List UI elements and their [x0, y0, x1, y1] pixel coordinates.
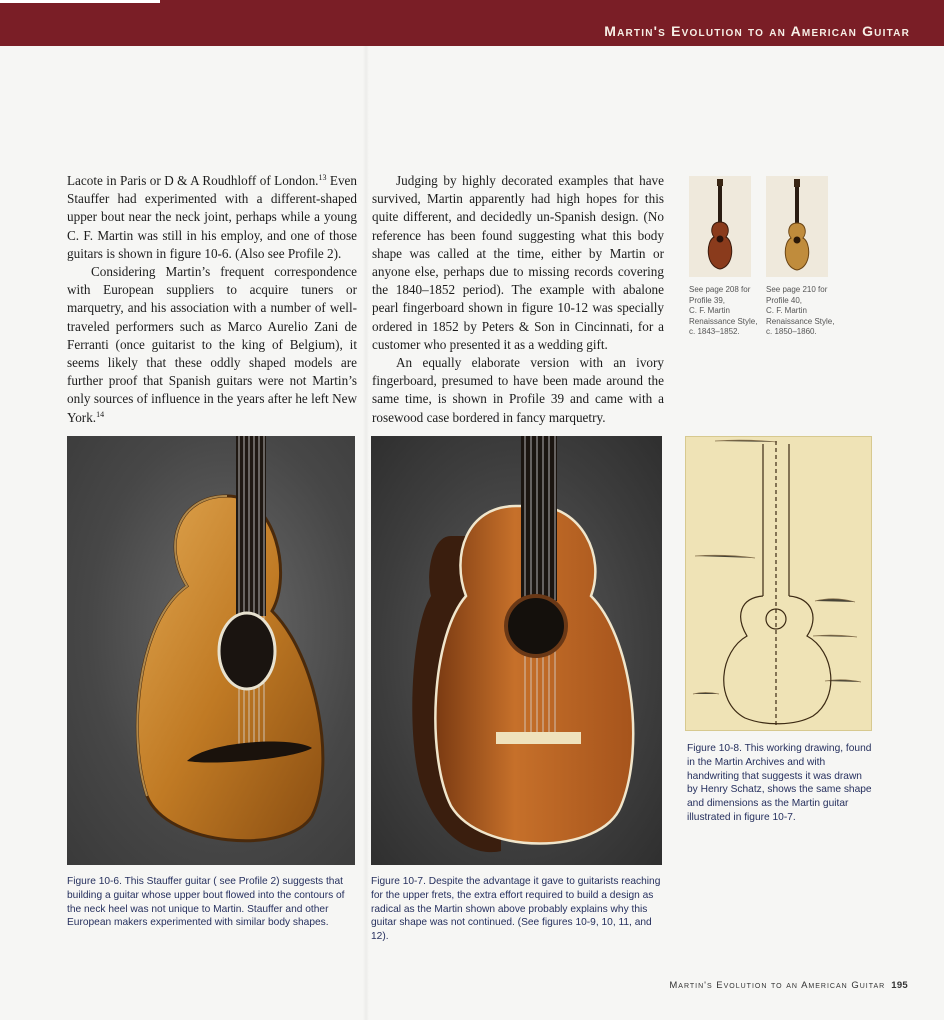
- figure-10-7-photo: [371, 436, 662, 865]
- guitar-thumbnail-icon: [766, 176, 828, 277]
- figure-10-6-photo: [67, 436, 355, 865]
- thumbnail-profile-39: [689, 176, 751, 277]
- guitar-thumbnail-icon: [689, 176, 751, 277]
- page-footer: [669, 980, 908, 991]
- caption-figure-10-7: Figure 10-7. Despite the advantage it gave to guitarists reaching for the upper frets, the extra effort required to build a design as radical as the Martin shown above probably explains why this guitar shape was not continued. (See figures 10-9, 10, 11, and 12).: [371, 876, 661, 943]
- thumbnail-caption-profile-40: See page 210 for Profile 40, C. F. Martin Renaissance Style, c. 1850–1860.: [766, 285, 835, 336]
- caption-figure-10-8: Figure 10-8. This working drawing, found in the Martin Archives and with handwriting that suggests it was drawn by Henry Schatz, shows the same shape and dimensions as the Martin guitar illustrated in figure 10-7.: [687, 743, 872, 823]
- stauffer-guitar-icon: [67, 436, 355, 865]
- figure-10-8-drawing: [685, 436, 872, 731]
- thumbnail-profile-40: [766, 176, 828, 277]
- page-gutter: [363, 46, 369, 1020]
- text-column-1: [67, 172, 357, 427]
- header-edge: [0, 0, 160, 3]
- running-header-title: Martin's Evolution to an American Guitar: [604, 23, 910, 39]
- page-number: 195: [891, 980, 908, 991]
- martin-guitar-icon: [371, 436, 662, 865]
- paragraph-1: Lacote in Paris or D & A Roudhloff of London.$^{13}$ Even Stauffer had experimented with a different-shaped upper bout near the neck joint, perhaps while a young C. F. Martin was still in his employ, and one of those guitars is shown in figure 10-6. (Also see Profile 2).: [67, 173, 357, 261]
- footer-running-title: Martin's Evolution to an American Guitar: [669, 980, 886, 991]
- running-header-bar: [0, 0, 944, 46]
- paragraph-2: Considering Martin’s frequent correspondence with European suppliers to acquire tuners or marquetry, and his association with a number of well-traveled performers such as Marco Aurelio Zani de Ferranti (once guitarist to the king of Belgium), it seems likely that these oddly shaped models are further proof that Spanish guitars were not Martin’s only sources of influence in the years after he left New York.$^{14}$: [67, 264, 357, 425]
- thumbnail-caption-profile-39: See page 208 for Profile 39, C. F. Martin Renaissance Style, c. 1843–1852.: [689, 285, 758, 336]
- footnote-ref-14: 14: [96, 409, 105, 419]
- footnote-ref-13: 13: [318, 173, 327, 182]
- paragraph-4: An equally elaborate version with an ivory fingerboard, presumed to have been made around the same time, is shown in Profile 39 and came with a rosewood case bordered in fancy marquetry.: [372, 355, 664, 425]
- paragraph-3: Judging by highly decorated examples that have survived, Martin apparently had high hopes for this quite different, and decidedly un-Spanish design. (No reference has been found suggesting what this body shape was called at the time, either by Martin or anyone else, perhaps due to missing records covering the 1840–1852 period). The example with abalone pearl fingerboard shown in figure 10-12 was specially ordered in 1852 by Peters & Son in Cincinnati, for a customer who presented it as a wedding gift.: [372, 173, 664, 352]
- caption-figure-10-6: Figure 10-6. This Stauffer guitar ( see Profile 2) suggests that building a guitar whose upper bout flowed into the contours of the neck heel was not unique to Martin. Stauffer and other European makers experimented with similar body shapes.: [67, 876, 345, 929]
- text-column-2: [372, 172, 664, 427]
- working-drawing-sketch-icon: [685, 436, 872, 731]
